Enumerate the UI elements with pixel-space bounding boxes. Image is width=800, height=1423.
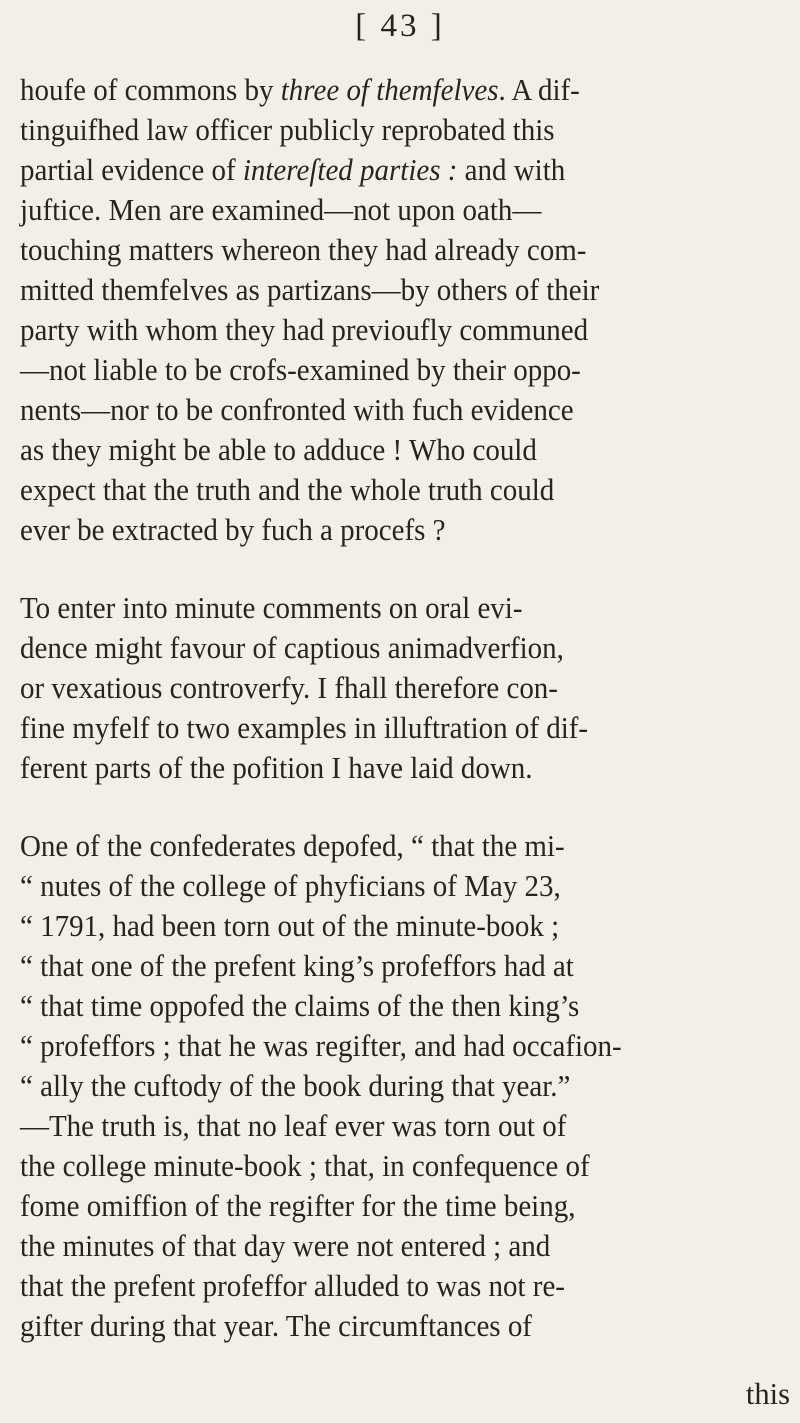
text-line: To enter into minute comments on oral evi- — [20, 591, 523, 625]
text-line: tinguifhed law officer publicly reprobated this — [20, 113, 555, 147]
text-line: “ that time oppofed the claims of the then king’s — [20, 989, 580, 1023]
text-line: expect that the truth and the whole truth could — [20, 473, 555, 507]
catchword: this — [745, 1377, 790, 1411]
text-line: touching matters whereon they had already com- — [20, 233, 587, 267]
text-line: dence might favour of captious animadverfion, — [20, 631, 564, 665]
text-line: ever be extracted by fuch a procefs ? — [20, 513, 446, 547]
text-line: gifter during that year. The circumftances of — [20, 1309, 532, 1343]
text-line: ferent parts of the pofition I have laid down. — [20, 751, 533, 785]
text-line: One of the confederates depofed, “ that the mi- — [20, 829, 565, 863]
text-line: mitted themfelves as partizans—by others of their — [20, 273, 600, 307]
text-line: “ that one of the prefent king’s profeffors had at — [20, 949, 574, 983]
text-line: “ nutes of the college of phyficians of May 23, — [20, 869, 561, 903]
page-number-header: [ 43 ] — [355, 8, 445, 44]
text-line: “ ally the cuftody of the book during that year.” — [20, 1069, 571, 1103]
text-line: fome omiffion of the regifter for the time being, — [20, 1189, 576, 1223]
text-line: juftice. Men are examined—not upon oath— — [20, 193, 542, 227]
text-line: nents—nor to be confronted with fuch evidence — [20, 393, 574, 427]
text-line: the minutes of that day were not entered ; and — [20, 1229, 551, 1263]
text-line: “ profeffors ; that he was regifter, and had occafion- — [20, 1029, 622, 1063]
text-line: —not liable to be crofs-examined by their oppo- — [20, 353, 581, 387]
text-line: party with whom they had previoufly communed — [20, 313, 589, 347]
text-line: fine myfelf to two examples in illuftration of dif- — [20, 711, 589, 745]
text-line: houfe of commons by three of themfelves. A dif- — [20, 73, 580, 107]
text-line: “ 1791, had been torn out of the minute-book ; — [20, 909, 560, 943]
text-line: —The truth is, that no leaf ever was torn out of — [20, 1109, 567, 1143]
text-line: partial evidence of intereſted parties : and with — [20, 153, 566, 187]
text-line: as they might be able to adduce ! Who could — [20, 433, 537, 467]
text-line: the college minute-book ; that, in confequence of — [20, 1149, 590, 1183]
text-line: or vexatious controverfy. I fhall therefore con- — [20, 671, 558, 705]
text-line: that the prefent profeffor alluded to was not re- — [20, 1269, 565, 1303]
